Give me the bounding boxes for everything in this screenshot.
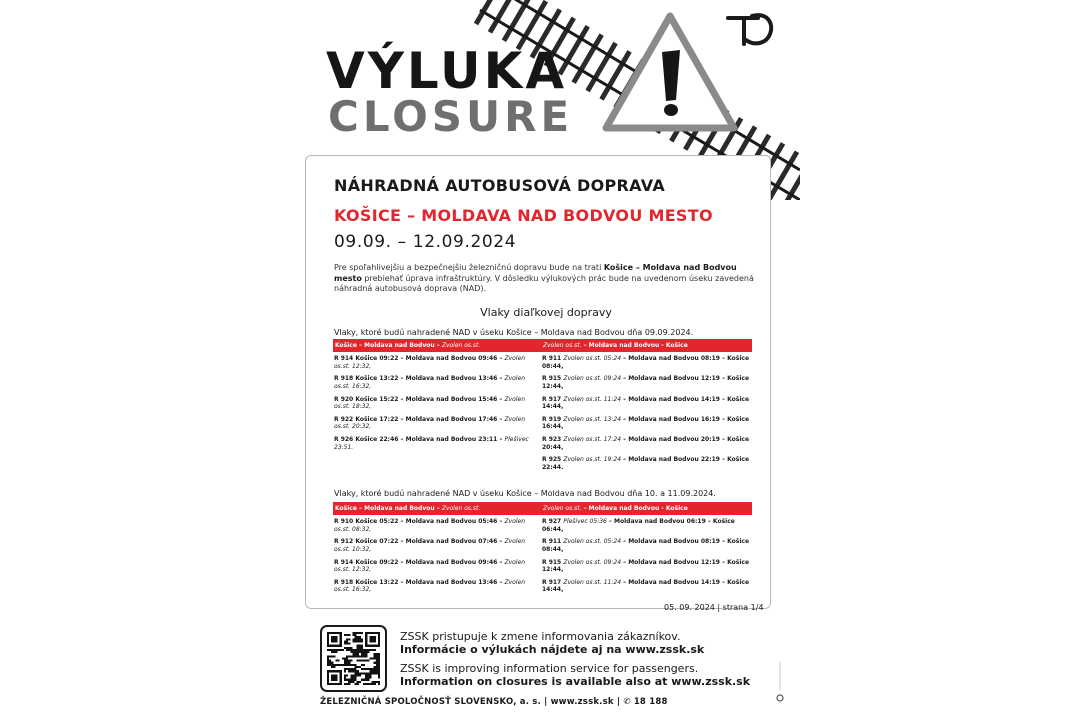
train-entry: [542, 436, 752, 451]
zssk-logo-icon: [724, 10, 776, 48]
trains-outbound-list-1: [334, 355, 530, 456]
header-right-italic: Zvolen os.st.: [543, 505, 582, 512]
train-destination: Zvolen os.st. 18:32,: [334, 395, 526, 411]
train-number: R 927: [542, 518, 564, 525]
header-right-bold: – Moldava nad Bodvou - Košice: [581, 505, 688, 512]
train-route: – Moldava nad Bodvou 20:19 – Košice 20:44,: [542, 436, 750, 451]
replacement-bus-heading: NÁHRADNÁ AUTOBUSOVÁ DOPRAVA: [334, 176, 666, 195]
train-destination: Zvolen os.st. 10:32,: [334, 538, 526, 553]
train-number: R 915: [542, 558, 564, 566]
train-destination: Zvolen os.st. 12:32,: [334, 355, 526, 370]
train-route: R 910 Košice 05:22 – Moldava nad Bodvou 05:46 –: [334, 518, 505, 525]
closure-dates: 09.09. – 12.09.2024: [334, 232, 517, 252]
header-left-italic: Zvolen os.st.: [441, 505, 481, 512]
table-header-2: [333, 502, 752, 515]
intro-pre: Pre spoľahlivejšiu a bezpečnejšiu železničnú dopravu bude na trati: [334, 263, 604, 272]
train-origin: Zvolen os.st. 11:24: [563, 395, 622, 403]
side-mark-icon: [776, 660, 784, 704]
train-number: R 911: [542, 355, 564, 362]
train-entry: [542, 375, 752, 390]
header-left-1: [333, 342, 541, 349]
header-right-1: [541, 342, 752, 349]
train-route: R 912 Košice 07:22 – Moldava nad Bodvou 07:46 –: [334, 538, 505, 546]
train-entry: [334, 416, 530, 431]
section-title-1: Vlaky, ktoré budú nahradené NAD v úseku Košice – Moldava nad Bodvou dňa 09.09.2024.: [334, 328, 694, 337]
train-entry: [542, 456, 752, 471]
train-origin: Zvolen os.st. 13:24: [563, 415, 622, 423]
page-title: VÝLUKA: [326, 42, 568, 100]
train-route: R 918 Košice 13:22 – Moldava nad Bodvou 13:46 –: [334, 375, 505, 383]
train-origin: Zvolen os.st. 11:24: [563, 578, 622, 586]
header-left-bold: Košice – Moldava nad Bodvou –: [335, 505, 442, 512]
train-route: R 914 Košice 09:22 – Moldava nad Bodvou 09:46 –: [334, 355, 505, 362]
train-route: R 922 Košice 17:22 – Moldava nad Bodvou 17:46 –: [334, 415, 505, 423]
train-route: – Moldava nad Bodvou 12:19 – Košice 12:44,: [542, 375, 750, 390]
header-right-italic: Zvolen os.st.: [543, 342, 582, 349]
header-right-bold: – Moldava nad Bodvou - Košice: [581, 342, 688, 349]
train-destination: Zvolen os.st. 16:32,: [334, 375, 526, 390]
footer-link-en[interactable]: Information on closures is available also at www.zssk.sk: [400, 675, 751, 688]
train-entry: [334, 538, 530, 553]
train-route: – Moldava nad Bodvou 14:19 – Košice 14:44,: [542, 578, 750, 594]
page-info: 05. 09. 2024 | strana 1/4: [664, 603, 764, 612]
train-entry: [334, 518, 530, 533]
train-number: R 923: [542, 436, 564, 444]
train-number: R 917: [542, 578, 564, 586]
train-route: R 918 Košice 13:22 – Moldava nad Bodvou 13:46 –: [334, 578, 505, 586]
train-route: – Moldava nad Bodvou 06:19 – Košice 06:44,: [542, 518, 735, 533]
train-entry: [542, 538, 752, 553]
warning-triangle-icon: [602, 12, 738, 134]
route-heading: KOŠICE – MOLDAVA NAD BODVOU MESTO: [334, 206, 713, 225]
header-right-2: [541, 505, 752, 512]
train-destination: Zvolen os.st. 20:32,: [334, 415, 526, 431]
intro-text: [334, 263, 758, 295]
train-entry: [542, 396, 752, 411]
train-origin: Zvolen os.st. 09:24: [563, 558, 622, 566]
train-route: R 926 Košice 22:46 – Moldava nad Bodvou 23:11 –: [334, 436, 505, 444]
long-distance-subtitle: Vlaky diaľkovej dopravy: [480, 306, 612, 319]
train-origin: Zvolen os.st. 05:24: [563, 538, 622, 546]
train-entry: [542, 559, 752, 574]
train-route: R 920 Košice 15:22 – Moldava nad Bodvou 15:46 –: [334, 395, 505, 403]
train-entry: [542, 518, 752, 533]
intro-route: Košice – Moldava nad Bodvou mesto: [334, 263, 737, 283]
train-origin: Plešivec 05:36: [563, 518, 607, 525]
train-route: R 914 Košice 09:22 – Moldava nad Bodvou 09:46 –: [334, 558, 505, 566]
qr-code-icon[interactable]: [320, 625, 387, 692]
train-entry: [334, 375, 530, 390]
table-header-1: [333, 339, 752, 352]
train-destination: Zvolen os.st. 16:32,: [334, 578, 526, 594]
train-number: R 911: [542, 538, 564, 546]
train-route: – Moldava nad Bodvou 16:19 – Košice 16:44,: [542, 415, 750, 431]
train-destination: Zvolen os.st. 08:32,: [334, 518, 526, 533]
header-left-2: [333, 505, 541, 512]
footer-link-sk[interactable]: Informácie o výlukách nájdete aj na www.zssk.sk: [400, 643, 705, 656]
train-entry: [334, 396, 530, 411]
train-entry: [334, 579, 530, 594]
trains-inbound-list-1: [542, 355, 752, 477]
train-route: – Moldava nad Bodvou 14:19 – Košice 14:44,: [542, 395, 750, 411]
train-route: – Moldava nad Bodvou 08:19 – Košice 08:44,: [542, 538, 750, 553]
intro-post: prebiehať úprava infraštruktúry. V dôsledku výlukových prác bude na uvedenom úseku zavedená náhradná autobusová doprava (NAD).: [334, 273, 754, 293]
train-entry: [542, 355, 752, 370]
train-number: R 919: [542, 415, 564, 423]
section-title-2: Vlaky, ktoré budú nahradené NAD v úseku Košice – Moldava nad Bodvou dňa 10. a 11.09.2024.: [334, 489, 716, 498]
train-destination: Zvolen os.st. 12:32,: [334, 558, 526, 574]
train-entry: [334, 355, 530, 370]
train-entry: [334, 436, 530, 451]
train-origin: Zvolen os.st. 09:24: [563, 375, 622, 383]
train-origin: Zvolen os.st. 19:24: [563, 456, 622, 464]
train-route: – Moldava nad Bodvou 22:19 – Košice 22:44.: [542, 456, 750, 471]
train-entry: [542, 416, 752, 431]
train-entry: [542, 579, 752, 594]
train-number: R 925: [542, 456, 564, 464]
train-destination: Plešivec 23:51.: [334, 436, 529, 451]
header-left-italic: Zvolen os.st.: [441, 342, 481, 349]
header-left-bold: Košice – Moldava nad Bodvou –: [335, 342, 442, 349]
footer-notice-en: ZSSK is improving information service for passengers.: [400, 662, 699, 675]
train-number: R 917: [542, 395, 564, 403]
train-number: R 915: [542, 375, 564, 383]
trains-outbound-list-2: [334, 518, 530, 599]
page-title-en: CLOSURE: [328, 92, 574, 141]
train-route: – Moldava nad Bodvou 08:19 – Košice 08:44,: [542, 355, 750, 370]
train-entry: [334, 559, 530, 574]
train-origin: Zvolen os.st. 17:24: [563, 436, 622, 444]
company-info: ŽELEZNIČNÁ SPOLOČNOSŤ SLOVENSKO, a. s. | www.zssk.sk | ✆ 18 188: [320, 697, 668, 707]
train-origin: Zvolen os.st. 05:24: [563, 355, 622, 362]
trains-inbound-list-2: [542, 518, 752, 599]
footer-notice-sk: ZSSK pristupuje k zmene informovania zákazníkov.: [400, 630, 681, 643]
train-route: – Moldava nad Bodvou 12:19 – Košice 12:44,: [542, 558, 750, 574]
